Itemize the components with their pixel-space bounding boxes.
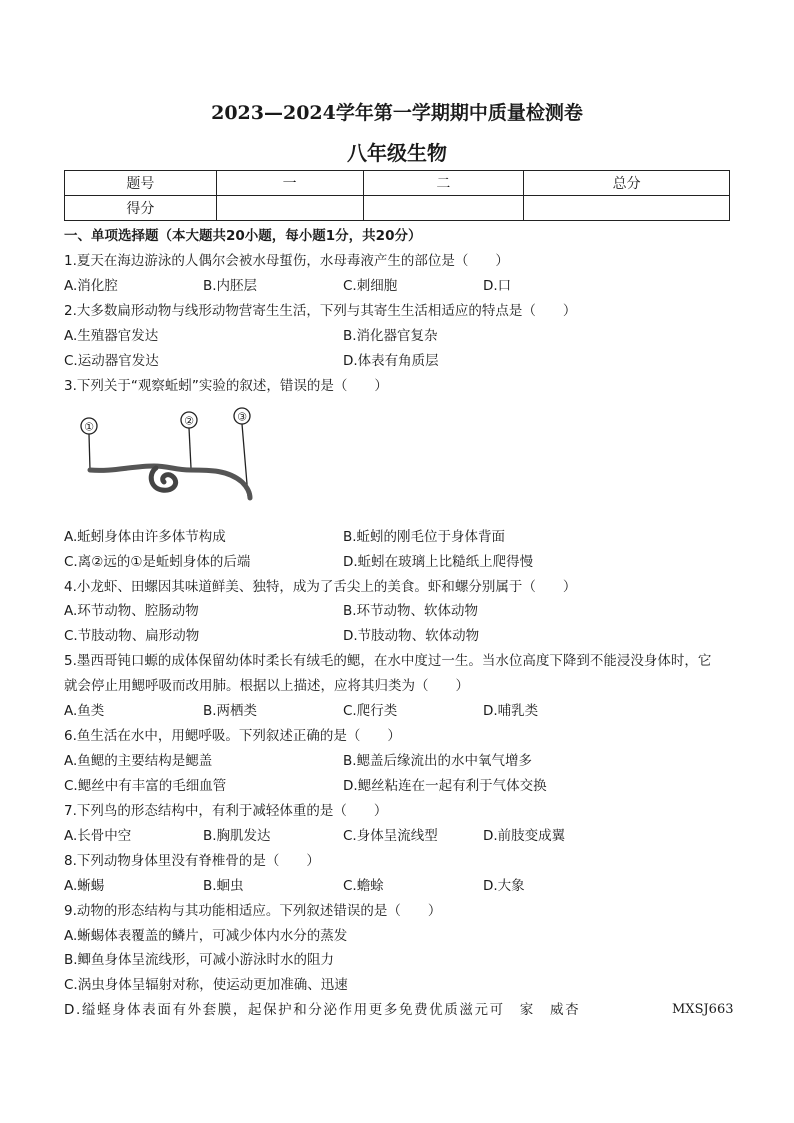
- option-d: D.哺乳类: [483, 703, 539, 719]
- option-d: D.体表有角质层: [343, 353, 439, 369]
- option-c: C.运动器官发达: [64, 353, 159, 369]
- score-table: [64, 170, 730, 221]
- question-stem: 3.下列关于“观察蚯蚓”实验的叙述，错误的是（ ）: [64, 378, 388, 394]
- option-b: B.鳃盖后缘流出的水中氧气增多: [343, 753, 533, 769]
- exam-subtitle: 八年级生物: [347, 141, 447, 165]
- score-blank-cell: [216, 196, 363, 221]
- question-stem: 9.动物的形态结构与其功能相适应。下列叙述错误的是（ ）: [64, 903, 442, 919]
- score-table-header-row: [65, 171, 730, 196]
- score-header-cell: 二: [363, 171, 524, 196]
- option-a: A.鱼鳃的主要结构是鳃盖: [64, 753, 213, 769]
- leader-line-2: [189, 428, 191, 468]
- option-a: A.鱼类: [64, 703, 105, 719]
- option-c: C.爬行类: [343, 703, 398, 719]
- option-c: C.离②远的①是蚯蚓身体的后端: [64, 554, 251, 570]
- option-d: D.口: [483, 278, 512, 294]
- score-header-cell: 题号: [65, 171, 217, 196]
- figure-label-1: ①: [84, 420, 94, 434]
- option-a: A.蜥蜴: [64, 878, 105, 894]
- section-heading: 一、单项选择题（本大题共20小题，每小题1分，共20分）: [64, 228, 422, 244]
- option-d: D.大象: [483, 878, 525, 894]
- option-b: B.鲫鱼身体呈流线形，可减小游泳时水的阻力: [64, 952, 335, 968]
- question-stem: 7.下列鸟的形态结构中，有利于减轻体重的是（ ）: [64, 803, 388, 819]
- option-a: A.环节动物、腔肠动物: [64, 603, 199, 619]
- score-header-cell: 总分: [524, 171, 730, 196]
- option-c: C.身体呈流线型: [343, 828, 438, 844]
- question-stem: 4.小龙虾、田螺因其味道鲜美、独特，成为了舌尖上的美食。虾和螺分别属于（ ）: [64, 579, 577, 595]
- option-d: D.缢蛏身体表面有外套膜，起保护和分泌作用更多免费优质滋元可 家 威杏: [64, 1002, 581, 1018]
- option-d: D.鳃丝粘连在一起有利于气体交换: [343, 778, 547, 794]
- question-stem: 6.鱼生活在水中，用鳃呼吸。下列叙述正确的是（ ）: [64, 728, 401, 744]
- question-stem-continued: 就会停止用鳃呼吸而改用肺。根据以上描述，应将其归类为（ ）: [64, 678, 469, 694]
- score-header-cell: 一: [216, 171, 363, 196]
- question-stem: 2.大多数扁形动物与线形动物营寄生生活，下列与其寄生生活相适应的特点是（ ）: [64, 303, 577, 319]
- score-label-cell: 得分: [65, 196, 217, 221]
- watermark-code: MXSJ663: [672, 1002, 734, 1017]
- option-c: C.鳃丝中有丰富的毛细血管: [64, 778, 227, 794]
- leader-line-1: [89, 434, 90, 470]
- option-b: B.消化器官复杂: [343, 328, 438, 344]
- score-blank-cell: [524, 196, 730, 221]
- option-a: A.生殖器官发达: [64, 328, 159, 344]
- score-table-score-row: [65, 196, 730, 221]
- option-c: C.节肢动物、扁形动物: [64, 628, 200, 644]
- option-b: B.内胚层: [203, 278, 258, 294]
- option-b: B.胸肌发达: [203, 828, 271, 844]
- option-c: C.蟾蜍: [343, 878, 384, 894]
- exam-title: 2023—2024学年第一学期期中质量检测卷: [211, 102, 583, 124]
- option-a: A.蜥蜴体表覆盖的鳞片，可减少体内水分的蒸发: [64, 928, 348, 944]
- option-a: A.蚯蚓身体由许多体节构成: [64, 529, 226, 545]
- option-a: A.消化腔: [64, 278, 118, 294]
- option-b: B.两栖类: [203, 703, 258, 719]
- figure-label-2: ②: [184, 414, 194, 428]
- figure-label-3: ③: [237, 410, 247, 424]
- earthworm-body: [90, 466, 250, 498]
- option-d: D.前肢变成翼: [483, 828, 566, 844]
- question-stem: 5.墨西哥钝口螈的成体保留幼体时柔长有绒毛的鳃，在水中度过一生。当水位高度下降到不能浸没身体时，它: [64, 653, 712, 669]
- option-b: B.蚯蚓的刚毛位于身体背面: [343, 529, 506, 545]
- score-blank-cell: [363, 196, 524, 221]
- question-stem: 1.夏天在海边游泳的人偶尔会被水母蜇伤，水母毒液产生的部位是（ ）: [64, 253, 509, 269]
- option-b: B.蛔虫: [203, 878, 244, 894]
- earthworm-coil: [151, 468, 175, 490]
- option-c: C.刺细胞: [343, 278, 398, 294]
- option-c: C.涡虫身体呈辐射对称，使运动更加准确、迅速: [64, 977, 348, 993]
- earthworm-figure: [72, 404, 262, 512]
- question-stem: 8.下列动物身体里没有脊椎骨的是（ ）: [64, 853, 320, 869]
- option-b: B.环节动物、软体动物: [343, 603, 479, 619]
- option-d: D.蚯蚓在玻璃上比糙纸上爬得慢: [343, 554, 534, 570]
- option-d: D.节肢动物、软体动物: [343, 628, 480, 644]
- option-a: A.长骨中空: [64, 828, 132, 844]
